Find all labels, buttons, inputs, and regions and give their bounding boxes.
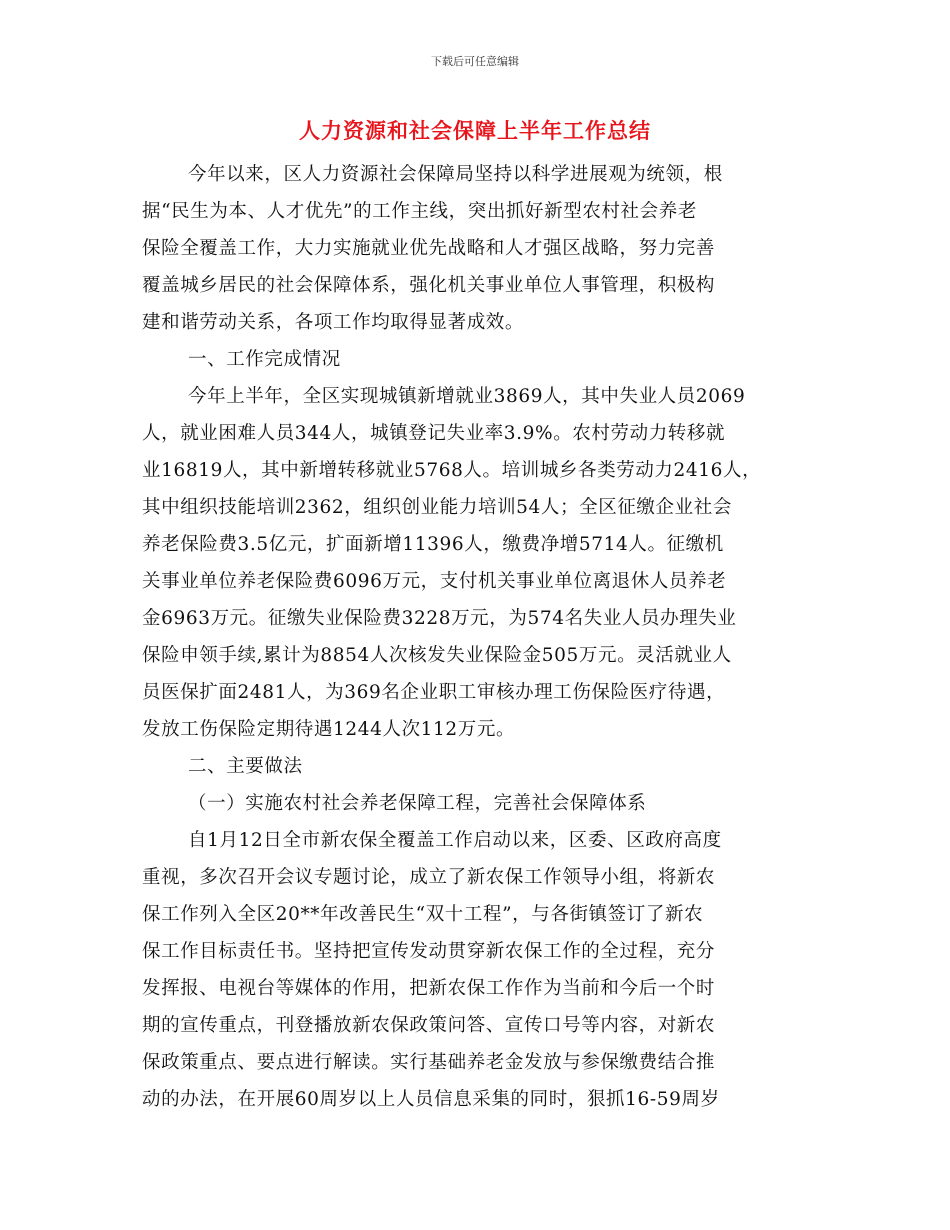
text-line: 期的宣传重点，刊登播放新农保政策问答、宣传口号等内容，对新农 <box>142 1015 716 1036</box>
text-line: 自1月12日全市新农保全覆盖工作启动以来，区委、区政府高度 <box>188 830 722 851</box>
text-line: 建和谐劳动关系，各项工作均取得显著成效。 <box>142 312 525 333</box>
text-line: 覆盖城乡居民的社会保障体系，强化机关事业单位人事管理，积极构 <box>142 275 716 296</box>
subsection-heading: （一）实施农村社会养老保障工程，完善社会保障体系 <box>188 793 647 814</box>
text-line: 据“民生为本、人才优先”的工作主线，突出抓好新型农村社会养老 <box>142 201 697 222</box>
text-line: 养老保险费3.5亿元，扩面新增11396人，缴费净增5714人。征缴机 <box>142 534 724 555</box>
section-heading: 二、主要做法 <box>188 756 303 777</box>
section-heading: 一、工作完成情况 <box>188 349 341 370</box>
text-line: 重视，多次召开会议专题讨论，成立了新农保工作领导小组，将新农 <box>142 867 716 888</box>
text-line: 保政策重点、要点进行解读。实行基础养老金发放与参保缴费结合推 <box>142 1052 716 1073</box>
text-line: 保险申领手续,累计为8854人次核发失业保险金505万元。灵活就业人 <box>142 645 732 666</box>
text-line: 员医保扩面2481人，为369名企业职工审核办理工伤保险医疗待遇， <box>142 682 726 703</box>
text-line: 发挥报、电视台等媒体的作用，把新农保工作作为当前和今后一个时 <box>142 978 716 999</box>
text-line: 保工作列入全区20**年改善民生“双十工程”，与各街镇签订了新农 <box>142 904 704 925</box>
text-line: 保险全覆盖工作，大力实施就业优先战略和人才强区战略，努力完善 <box>142 238 716 259</box>
text-line: 今年以来，区人力资源社会保障局坚持以科学进展观为统领，根 <box>188 164 723 185</box>
text-line: 金6963万元。征缴失业保险费3228万元，为574名失业人员办理失业 <box>142 608 737 629</box>
text-line: 今年上半年，全区实现城镇新增就业3869人，其中失业人员2069 <box>188 386 746 407</box>
edit-note: 下载后可任意编辑 <box>431 55 519 68</box>
text-line: 其中组织技能培训2362，组织创业能力培训54人；全区征缴企业社会 <box>142 497 732 518</box>
text-line: 业16819人，其中新增转移就业5768人。培训城乡各类劳动力2416人， <box>142 460 762 481</box>
text-line: 人，就业困难人员344人，城镇登记失业率3.9%。农村劳动力转移就 <box>142 423 726 444</box>
text-line: 保工作目标责任书。坚持把宣传发动贯穿新农保工作的全过程，充分 <box>142 941 716 962</box>
document-title: 人力资源和社会保障上半年工作总结 <box>299 119 651 143</box>
text-line: 发放工伤保险定期待遇1244人次112万元。 <box>142 719 516 740</box>
text-line: 动的办法，在开展60周岁以上人员信息采集的同时，狠抓16-59周岁 <box>142 1089 720 1110</box>
text-line: 关事业单位养老保险费6096万元，支付机关事业单位离退休人员养老 <box>142 571 727 592</box>
